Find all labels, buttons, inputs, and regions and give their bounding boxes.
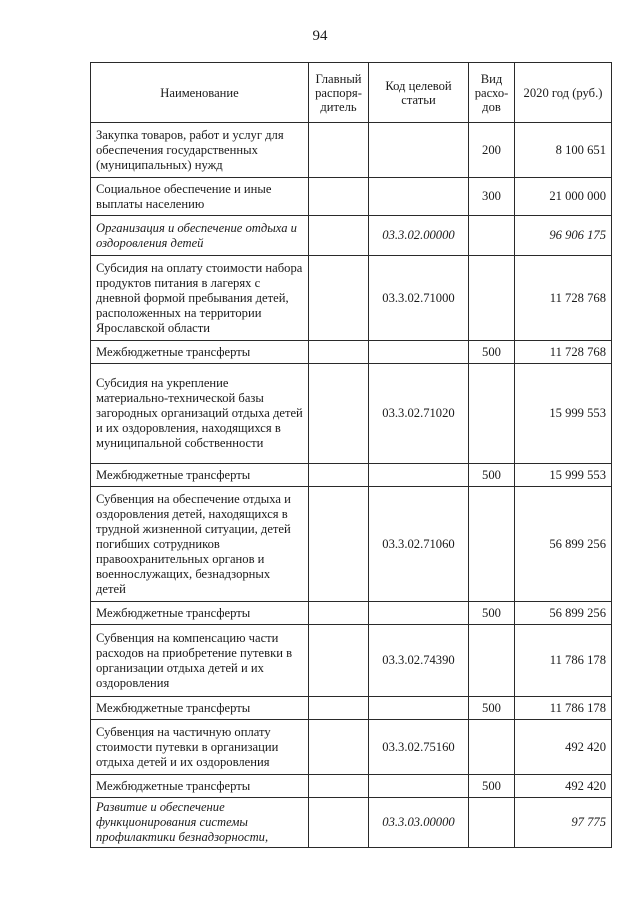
row-chief-administrator xyxy=(309,487,369,602)
row-expense-type xyxy=(469,798,515,848)
table-header-row xyxy=(91,63,612,123)
table-row xyxy=(91,625,612,697)
row-target-code xyxy=(369,464,469,487)
row-name: Межбюджетные трансферты xyxy=(91,464,309,487)
row-expense-type: 200 xyxy=(469,123,515,178)
row-expense-type xyxy=(469,256,515,341)
row-name: Субсидия на оплату стоимости набора продуктов питания в лагерях с дневной формой пребывания детей, расположенных на территории Ярославской области xyxy=(91,256,309,341)
table-row xyxy=(91,464,612,487)
row-target-code xyxy=(369,775,469,798)
row-expense-type: 500 xyxy=(469,775,515,798)
row-expense-type: 500 xyxy=(469,697,515,720)
row-amount: 21 000 000 xyxy=(515,178,612,216)
row-amount: 11 728 768 xyxy=(515,341,612,364)
row-target-code: 03.3.02.71060 xyxy=(369,487,469,602)
table-row xyxy=(91,487,612,602)
row-target-code: 03.3.03.00000 xyxy=(369,798,469,848)
row-amount: 97 775 xyxy=(515,798,612,848)
row-name: Субвенция на частичную оплату стоимости путевки в организации отдыха детей и их оздоровления xyxy=(91,720,309,775)
row-name: Субвенция на компенсацию части расходов на приобретение путевки в организации отдыха детей и их оздоровления xyxy=(91,625,309,697)
row-expense-type: 500 xyxy=(469,602,515,625)
row-target-code: 03.3.02.74390 xyxy=(369,625,469,697)
row-chief-administrator xyxy=(309,216,369,256)
table-row xyxy=(91,123,612,178)
row-chief-administrator xyxy=(309,464,369,487)
row-name: Субвенция на обеспечение отдыха и оздоровления детей, находящихся в трудной жизненной ситуации, детей погибших сотрудников правоохранительных органов и военнослужащих, безнадзорных детей xyxy=(91,487,309,602)
table-row xyxy=(91,720,612,775)
row-amount: 56 899 256 xyxy=(515,487,612,602)
row-expense-type xyxy=(469,720,515,775)
row-target-code xyxy=(369,602,469,625)
row-name: Межбюджетные трансферты xyxy=(91,341,309,364)
row-chief-administrator xyxy=(309,625,369,697)
row-chief-administrator xyxy=(309,178,369,216)
row-chief-administrator xyxy=(309,697,369,720)
row-target-code xyxy=(369,123,469,178)
row-amount: 492 420 xyxy=(515,775,612,798)
row-target-code: 03.3.02.75160 xyxy=(369,720,469,775)
row-chief-administrator xyxy=(309,364,369,464)
row-chief-administrator xyxy=(309,720,369,775)
row-target-code xyxy=(369,178,469,216)
row-amount: 56 899 256 xyxy=(515,602,612,625)
row-expense-type xyxy=(469,216,515,256)
row-expense-type: 500 xyxy=(469,341,515,364)
row-target-code: 03.3.02.71020 xyxy=(369,364,469,464)
row-chief-administrator xyxy=(309,341,369,364)
header-expense-type: Вид расхо-дов xyxy=(469,63,515,123)
row-name: Межбюджетные трансферты xyxy=(91,697,309,720)
table-row xyxy=(91,775,612,798)
table-row xyxy=(91,178,612,216)
row-expense-type xyxy=(469,487,515,602)
row-amount: 11 786 178 xyxy=(515,625,612,697)
row-amount: 15 999 553 xyxy=(515,364,612,464)
table-row xyxy=(91,602,612,625)
table-row xyxy=(91,341,612,364)
row-amount: 492 420 xyxy=(515,720,612,775)
row-target-code xyxy=(369,697,469,720)
row-expense-type: 300 xyxy=(469,178,515,216)
row-amount: 11 786 178 xyxy=(515,697,612,720)
row-amount: 8 100 651 xyxy=(515,123,612,178)
header-amount-2020: 2020 год (руб.) xyxy=(515,63,612,123)
row-target-code: 03.3.02.00000 xyxy=(369,216,469,256)
row-name: Социальное обеспечение и иные выплаты населению xyxy=(91,178,309,216)
header-name: Наименование xyxy=(91,63,309,123)
row-amount: 15 999 553 xyxy=(515,464,612,487)
row-expense-type: 500 xyxy=(469,464,515,487)
row-chief-administrator xyxy=(309,602,369,625)
row-target-code: 03.3.02.71000 xyxy=(369,256,469,341)
table-row xyxy=(91,364,612,464)
row-chief-administrator xyxy=(309,123,369,178)
row-name: Субсидия на укрепление материально-технической базы загородных организаций отдыха детей и их оздоровления, находящихся в муниципальной собственности xyxy=(91,364,309,464)
table-row xyxy=(91,798,612,848)
row-name: Межбюджетные трансферты xyxy=(91,775,309,798)
row-expense-type xyxy=(469,364,515,464)
row-amount: 96 906 175 xyxy=(515,216,612,256)
page-number: 94 xyxy=(312,28,328,44)
row-name: Закупка товаров, работ и услуг для обеспечения государственных (муниципальных) нужд xyxy=(91,123,309,178)
header-chief-administrator: Главный распоря-дитель xyxy=(309,63,369,123)
row-name: Развитие и обеспечение функционирования системы профилактики безнадзорности, xyxy=(91,798,309,848)
table-row xyxy=(91,216,612,256)
row-chief-administrator xyxy=(309,775,369,798)
table-row xyxy=(91,256,612,341)
row-expense-type xyxy=(469,625,515,697)
row-target-code xyxy=(369,341,469,364)
row-amount: 11 728 768 xyxy=(515,256,612,341)
row-chief-administrator xyxy=(309,256,369,341)
header-target-code: Код целевой статьи xyxy=(369,63,469,123)
budget-table xyxy=(90,62,612,848)
table-row xyxy=(91,697,612,720)
row-name: Межбюджетные трансферты xyxy=(91,602,309,625)
row-chief-administrator xyxy=(309,798,369,848)
row-name: Организация и обеспечение отдыха и оздоровления детей xyxy=(91,216,309,256)
